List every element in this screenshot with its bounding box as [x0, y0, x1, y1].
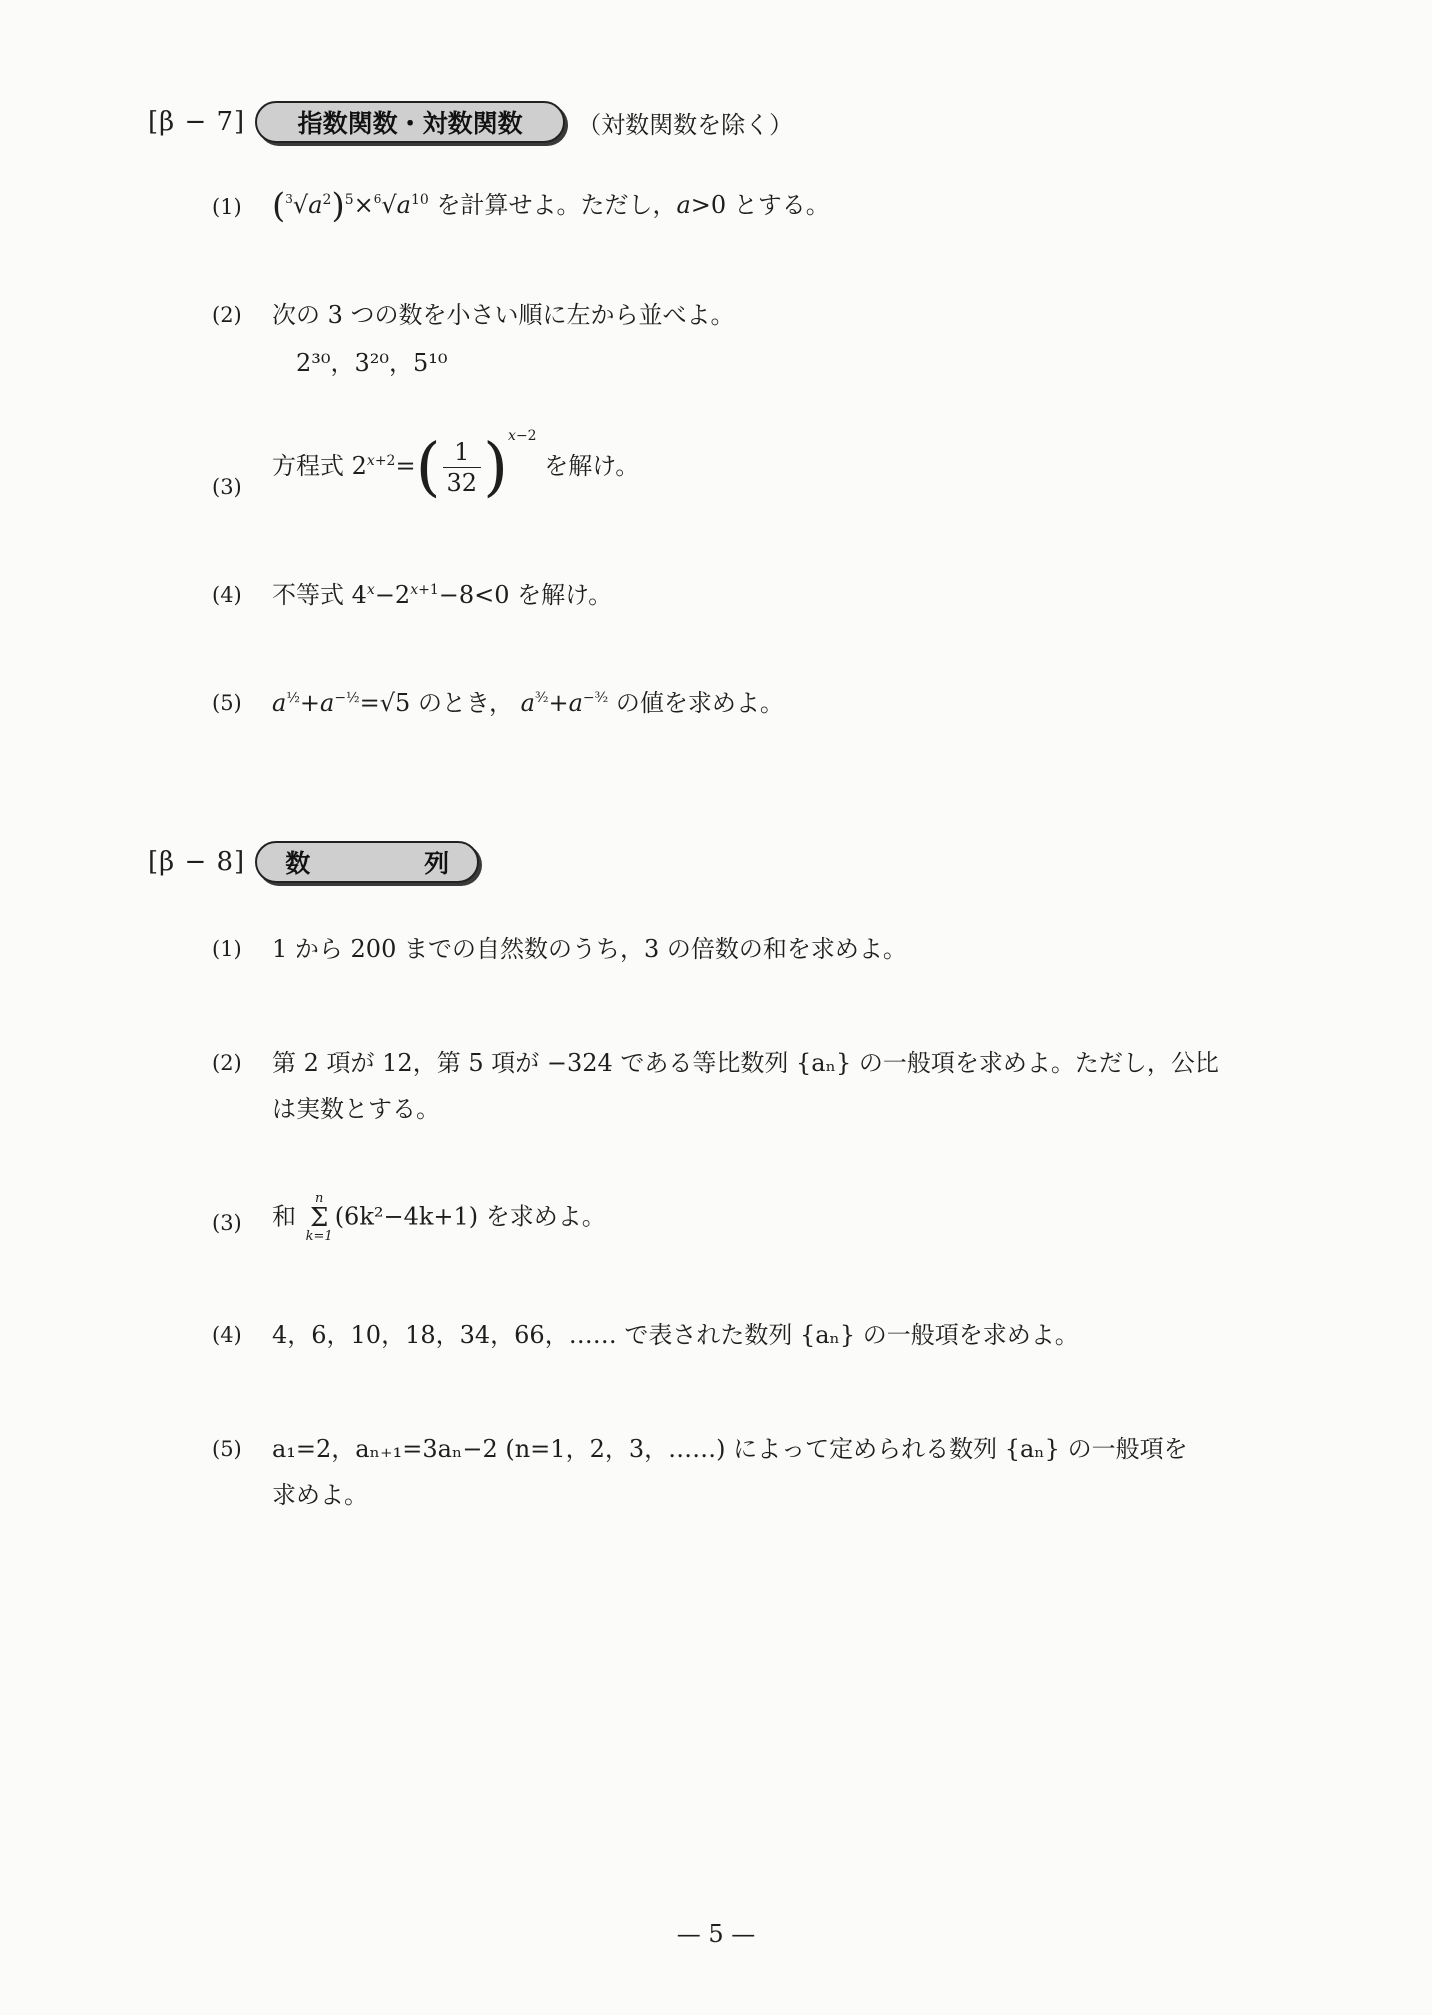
section-beta-8-header — [148, 840, 479, 884]
q3-prefix: 和 — [272, 1202, 296, 1231]
section-topic-pill: 指数関数・対数関数 — [255, 101, 565, 143]
question-body: 1 から 200 までの自然数のうち，3 の倍数の和を求めよ。 — [272, 935, 907, 963]
question-body: 第 2 項が 12，第 5 項が −324 である等比数列 {aₙ} の一般項を求めよ。ただし，公比 — [272, 1049, 1219, 1077]
question-7-2 — [212, 298, 1312, 388]
question-number: (2) — [212, 1051, 242, 1075]
section-topic-pill — [255, 841, 479, 883]
question-8-1 — [212, 932, 1312, 972]
question-body: $(^3√a^2)^5\times^6√a^{10}$ を計算せよ。ただし，a>0 とする。 — [272, 186, 830, 226]
q4-suffix: を解け。 — [517, 581, 613, 609]
question-body: $a^{\frac{1}{2}}+a^{-\frac{1}{2}}=√5$ のとき， $a^{^3⁄_2}+a^{-^3⁄_2}$ の値を求めよ。 — [272, 689, 784, 717]
question-7-3 — [212, 428, 1312, 516]
q4-prefix: 不等式 — [272, 581, 344, 609]
q3-suffix: を解け。 — [544, 452, 640, 480]
question-number: (3) — [212, 1211, 242, 1235]
question-7-1 — [212, 188, 1312, 228]
question-number: (4) — [212, 1323, 242, 1347]
question-number: (4) — [212, 583, 242, 607]
fraction: $\frac{1}{32}$ — [443, 437, 482, 498]
question-number: (5) — [212, 691, 242, 715]
q1-text-a: を計算せよ。ただし， — [436, 191, 677, 219]
question-number: (2) — [212, 303, 242, 327]
question-number: (5) — [212, 1437, 242, 1461]
question-body-line2: 求めよ。 — [272, 1481, 368, 1509]
question-8-5 — [212, 1432, 1312, 1516]
q1-var: a — [676, 191, 691, 219]
pill-left: 数 — [285, 849, 311, 878]
pill-right: 列 — [424, 849, 450, 878]
q3-suffix: を求めよ。 — [485, 1202, 606, 1231]
question-body: 4，6，10，18，34，66，…… で表された数列 {aₙ} の一般項を求めよ。 — [272, 1321, 1079, 1349]
question-8-3 — [212, 1192, 1312, 1252]
q1-text-b: >0 とする。 — [690, 191, 830, 219]
question-number: (3) — [212, 475, 242, 499]
question-number: (1) — [212, 937, 242, 961]
section-note: （対数関数を除く） — [577, 110, 794, 139]
q5-mid: のとき， — [417, 689, 513, 717]
question-7-5 — [212, 686, 1312, 730]
question-body-line2: は実数とする。 — [272, 1095, 440, 1123]
section-label: [β − 8] — [148, 847, 246, 877]
question-values: 2³⁰，3²⁰，5¹⁰ — [296, 349, 448, 377]
sigma-symbol: n Σ k=1 — [305, 1191, 333, 1244]
question-8-2 — [212, 1046, 1312, 1130]
section-label: [β − 7] — [148, 107, 246, 137]
question-7-4 — [212, 578, 1312, 618]
section-beta-7-header — [148, 100, 793, 144]
question-body: a₁=2，aₙ₊₁=3aₙ−2 (n=1，2，3，……) によって定められる数列 {aₙ} の一般項を — [272, 1435, 1188, 1463]
question-body: 不等式 $4^x-2^{x+1}-8<0$ を解け。 — [272, 581, 613, 609]
q5-suffix: の値を求めよ。 — [615, 689, 784, 717]
q3-expr: (6k²−4k+1) — [334, 1202, 479, 1231]
question-body — [272, 1192, 1312, 1244]
page-number: — 5 — — [676, 1920, 756, 1948]
question-8-4 — [212, 1318, 1312, 1358]
question-body: 次の 3 つの数を小さい順に左から並べよ。 — [272, 301, 735, 329]
q3-prefix: 方程式 — [272, 452, 344, 480]
question-number: (1) — [212, 195, 242, 219]
question-body: 方程式 $2^{x+2}=$( $\frac{1}{32}$ )$^{x-2}$ を解け。 — [272, 428, 640, 505]
